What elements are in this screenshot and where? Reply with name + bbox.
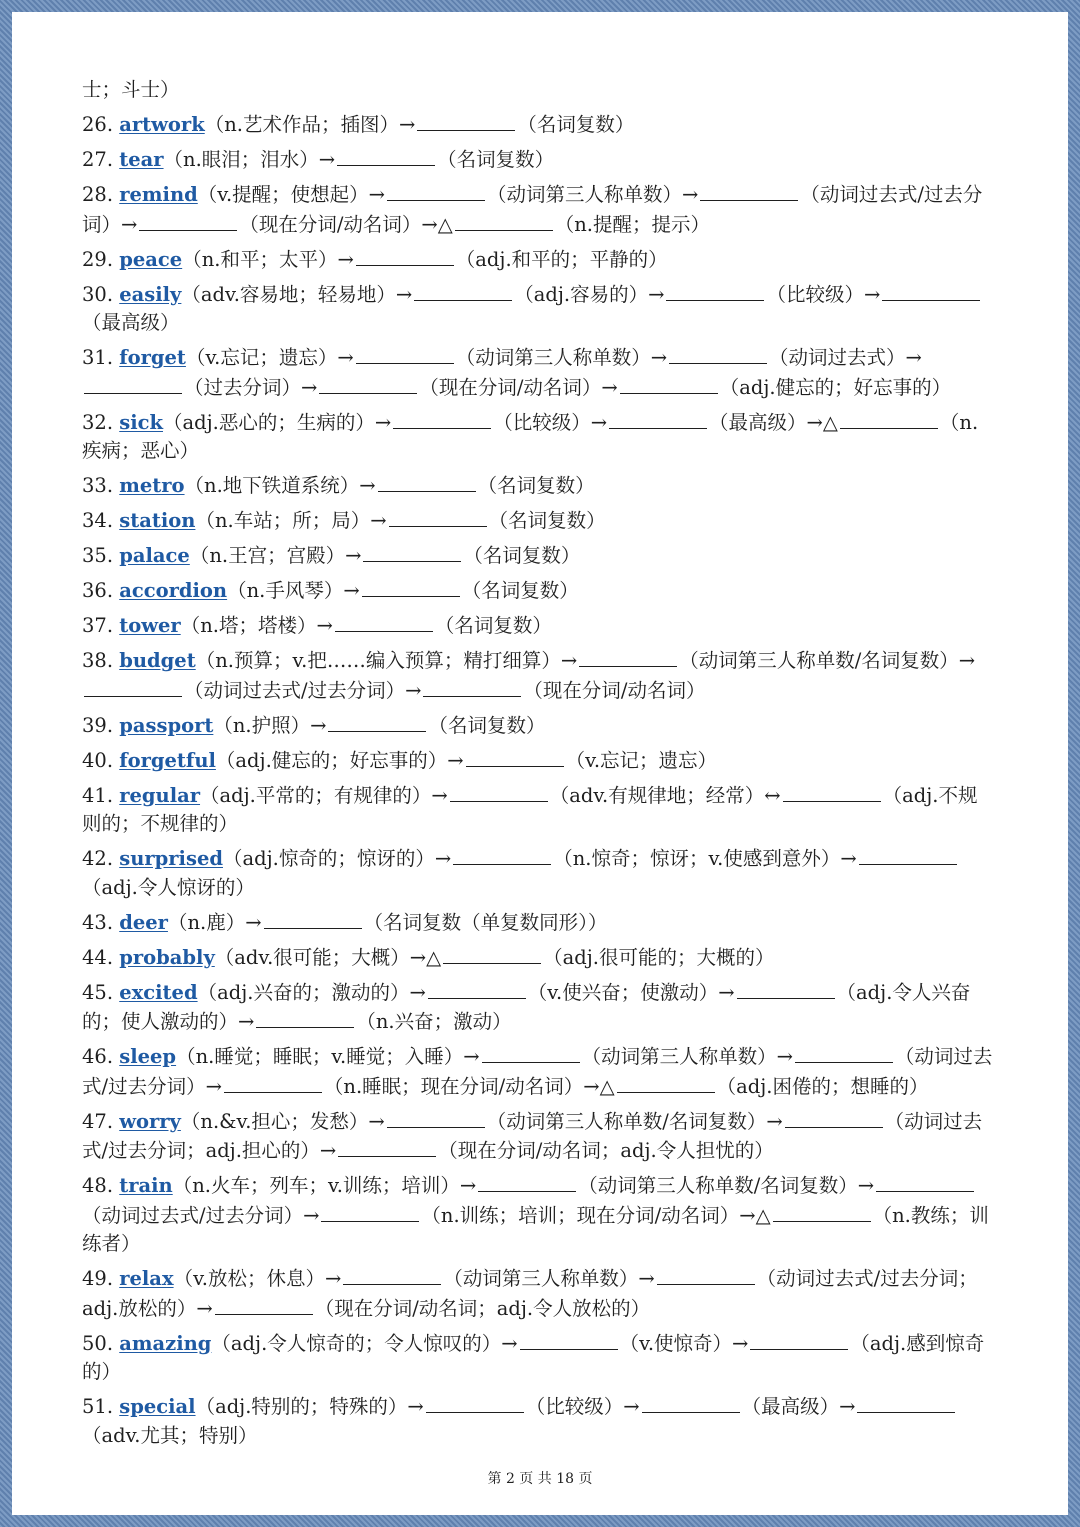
- answer-blank: [785, 1107, 883, 1128]
- entry-text: （动词过去式/过去分词）→: [184, 678, 422, 702]
- entry-text: （adj.感到惊奇的）: [82, 1331, 985, 1383]
- answer-blank: [393, 408, 491, 429]
- vocab-word: remind: [119, 183, 198, 206]
- vocab-entry: [82, 1392, 994, 1450]
- entry-text: （动词第三人称单数/名词复数）→: [486, 1109, 783, 1133]
- entry-text: （动词过去式）→: [769, 346, 922, 369]
- entry-text: 31.: [82, 346, 120, 369]
- entry-text: （名词复数）: [488, 509, 606, 532]
- entry-text: 33.: [82, 474, 120, 497]
- entry-text: （名词复数）: [477, 474, 595, 497]
- entry-text: （n.火车；列车；v.训练；培训）→: [172, 1174, 477, 1197]
- entry-text: （动词过去式/过去分词；adj.担心的）→: [82, 1109, 983, 1162]
- vocab-word: surprised: [119, 847, 223, 870]
- vocab-entry: [82, 576, 994, 606]
- vocab-word: tear: [119, 148, 164, 171]
- vocabulary-list: [82, 76, 994, 1456]
- entry-text: （adj.令人惊奇的；令人惊叹的）→: [211, 1331, 518, 1355]
- entry-text: （adj.很可能的；大概的）: [543, 945, 775, 969]
- entry-text: （adj.困倦的；想睡的）: [716, 1074, 929, 1098]
- vocab-word: passport: [119, 713, 214, 737]
- entry-text: （比较级）→: [766, 282, 881, 306]
- entry-text: （现在分词/动名词；adj.令人放松的）: [314, 1296, 651, 1320]
- entry-text: （n.惊奇；惊讶；v.使感到意外）→: [553, 847, 857, 870]
- entry-text: （v.放松；休息）→: [173, 1267, 342, 1290]
- entry-text: （adj.惊奇的；惊讶的）→: [222, 847, 452, 870]
- entry-text: （v.使兴奋；使激动）→: [527, 980, 735, 1004]
- answer-blank: [520, 1329, 618, 1350]
- answer-blank: [876, 1171, 974, 1192]
- entry-text: 42.: [82, 847, 120, 870]
- page-footer: 第 2 页 共 18 页: [487, 1471, 593, 1487]
- entry-text: （比较级）→: [493, 410, 608, 434]
- entry-text: （现在分词/动名词；adj.令人担忧的）: [438, 1139, 774, 1162]
- entry-text: （n.车站；所；局）→: [195, 509, 387, 532]
- entry-text: （n.训练；培训；现在分词/动名词）→△: [421, 1203, 771, 1227]
- answer-blank: [669, 343, 767, 364]
- answer-blank: [482, 1042, 580, 1063]
- entry-text: （n.提醒；提示）: [554, 212, 711, 236]
- answer-blank: [466, 746, 564, 767]
- vocab-entry: [82, 781, 994, 839]
- answer-blank: [414, 280, 512, 301]
- answer-blank: [617, 1072, 715, 1093]
- entry-text: （n.护照）→: [213, 713, 327, 737]
- answer-blank: [642, 1392, 740, 1413]
- answer-blank: [363, 541, 461, 562]
- entry-text: （n.&v.担心；发愁）→: [180, 1109, 385, 1133]
- vocab-entry: [82, 541, 994, 571]
- entry-text: （n.地下铁道系统）→: [184, 474, 376, 497]
- answer-blank: [338, 1136, 436, 1157]
- vocab-word: easily: [119, 282, 182, 306]
- vocab-word: special: [119, 1395, 196, 1418]
- entry-text: 38.: [82, 649, 120, 672]
- vocab-entry: [82, 646, 994, 705]
- entry-text: （n.疾病；恶心）: [82, 410, 979, 462]
- entry-text: 士；斗士）: [82, 78, 180, 101]
- answer-blank: [387, 180, 485, 201]
- vocab-entry: [82, 280, 994, 338]
- entry-text: （adj.令人惊讶的）: [82, 875, 255, 899]
- entry-text: （n.王宫；宫殿）→: [189, 544, 362, 567]
- entry-text: 46.: [82, 1045, 120, 1068]
- entry-text: （adj.健忘的；好忘事的）: [719, 375, 952, 399]
- entry-text: （adv.容易地；轻易地）→: [181, 282, 413, 306]
- entry-text: （adv.很可能；大概）→△: [214, 945, 442, 969]
- entry-text: 51.: [82, 1395, 120, 1418]
- entry-text: （名词复数）: [461, 579, 579, 602]
- entry-text: （动词过去式/过去分词）→: [82, 1045, 993, 1098]
- answer-blank: [84, 373, 182, 394]
- entry-text: （n.塔；塔楼）→: [180, 614, 333, 637]
- entry-text: （现在分词/动名词）: [523, 678, 706, 702]
- entry-text: （adj.健忘的；好忘事的）→: [215, 748, 464, 772]
- entry-text: 47.: [82, 1109, 120, 1133]
- answer-blank: [264, 908, 362, 929]
- entry-text: （v.忘记；遗忘）→: [185, 346, 354, 369]
- entry-text: （n.睡觉；睡眠；v.睡觉；入睡）→: [176, 1045, 480, 1068]
- entry-text: （动词第三人称单数）→: [455, 346, 668, 369]
- answer-blank: [859, 844, 957, 865]
- vocab-entry: [82, 343, 994, 402]
- vocab-entry: [82, 145, 994, 175]
- entry-text: 41.: [82, 783, 120, 807]
- entry-text: （n.教练；训练者）: [82, 1203, 989, 1255]
- vocab-entry: [82, 844, 994, 902]
- entry-text: （n.手风琴）→: [227, 579, 360, 602]
- vocab-word: amazing: [119, 1331, 212, 1355]
- answer-blank: [224, 1072, 322, 1093]
- entry-text: （n.兴奋；激动）: [356, 1010, 512, 1033]
- entry-text: （adv.有规律地；经常）↔: [549, 783, 781, 807]
- vocab-word: regular: [119, 783, 201, 807]
- entry-text: 32.: [82, 410, 120, 434]
- answer-blank: [783, 781, 881, 802]
- vocab-word: sleep: [119, 1045, 177, 1068]
- vocab-entry: [82, 978, 994, 1037]
- vocab-entry: [82, 711, 994, 741]
- entry-text: （n.睡眠；现在分词/动名词）→△: [323, 1074, 615, 1098]
- vocab-word: palace: [119, 544, 190, 567]
- entry-text: 36.: [82, 579, 120, 602]
- entry-text: （adj.令人兴奋的；使人激动的）→: [82, 980, 971, 1033]
- answer-blank: [737, 978, 835, 999]
- entry-text: （adv.尤其；特别）: [82, 1423, 258, 1447]
- vocab-word: tower: [119, 614, 181, 637]
- vocab-entry: [82, 76, 994, 105]
- vocab-word: excited: [119, 980, 198, 1004]
- entry-text: （最高级）→: [741, 1395, 856, 1418]
- vocab-entry: [82, 1264, 994, 1323]
- entry-text: （adj.容易的）→: [514, 282, 665, 306]
- entry-text: （比较级）→: [525, 1395, 640, 1418]
- answer-blank: [666, 280, 764, 301]
- answer-blank: [657, 1264, 755, 1285]
- answer-blank: [215, 1294, 313, 1315]
- entry-text: （最高级）: [82, 311, 180, 334]
- entry-text: （名词复数）: [434, 614, 552, 637]
- answer-blank: [450, 781, 548, 802]
- entry-text: （v.使惊奇）→: [619, 1331, 749, 1355]
- answer-blank: [426, 1392, 524, 1413]
- entry-text: 28.: [82, 183, 120, 206]
- answer-blank: [387, 1107, 485, 1128]
- entry-text: （名词复数）: [428, 713, 546, 737]
- entry-text: （名词复数）: [463, 544, 581, 567]
- vocab-word: sick: [119, 410, 163, 434]
- entry-text: 40.: [82, 748, 120, 772]
- entry-text: （过去分词）→: [184, 375, 318, 399]
- entry-text: （最高级）→△: [709, 410, 838, 434]
- entry-text: （n.艺术作品；插图）→: [204, 113, 416, 136]
- entry-text: 27.: [82, 148, 120, 171]
- vocab-entry: [82, 611, 994, 641]
- vocab-word: relax: [119, 1267, 174, 1290]
- vocab-entry: [82, 943, 994, 973]
- entry-text: （动词第三人称单数/名词复数）→: [578, 1174, 875, 1197]
- entry-text: 43.: [82, 910, 120, 934]
- vocab-word: artwork: [119, 113, 205, 136]
- entry-text: （名词复数）: [517, 113, 635, 136]
- vocab-entry: [82, 180, 994, 239]
- entry-text: 44.: [82, 945, 120, 969]
- answer-blank: [356, 343, 454, 364]
- entry-text: （v.忘记；遗忘）: [565, 748, 718, 772]
- vocab-word: deer: [119, 910, 168, 934]
- entry-text: 30.: [82, 282, 120, 306]
- vocab-word: worry: [119, 1109, 181, 1133]
- entry-text: （n.鹿）→: [167, 910, 262, 934]
- answer-blank: [455, 210, 553, 231]
- entry-text: （adj.平常的；有规律的）→: [200, 783, 448, 807]
- answer-blank: [256, 1007, 354, 1028]
- answer-blank: [378, 471, 476, 492]
- vocab-entry: [82, 506, 994, 536]
- vocab-entry: [82, 1042, 994, 1101]
- vocab-word: metro: [119, 474, 185, 497]
- answer-blank: [84, 676, 182, 697]
- answer-blank: [609, 408, 707, 429]
- vocab-word: train: [119, 1174, 173, 1197]
- answer-blank: [362, 576, 460, 597]
- vocab-word: station: [119, 509, 196, 532]
- answer-blank: [882, 280, 980, 301]
- answer-blank: [343, 1264, 441, 1285]
- entry-text: （adj.恶心的；生病的）→: [163, 410, 392, 434]
- answer-blank: [478, 1171, 576, 1192]
- answer-blank: [750, 1329, 848, 1350]
- entry-text: （adj.兴奋的；激动的）→: [197, 980, 426, 1004]
- answer-blank: [139, 210, 237, 231]
- entry-text: 50.: [82, 1331, 120, 1355]
- answer-blank: [620, 373, 718, 394]
- entry-text: （动词过去式/过去分词）→: [82, 1203, 320, 1227]
- vocab-entry: [82, 908, 994, 938]
- entry-text: （v.提醒；使想起）→: [197, 183, 386, 206]
- vocab-word: budget: [119, 649, 196, 672]
- answer-blank: [795, 1042, 893, 1063]
- vocab-entry: [82, 245, 994, 275]
- entry-text: （现在分词/动名词）→: [419, 375, 618, 399]
- entry-text: （adj.和平的；平静的）: [455, 247, 668, 271]
- entry-text: （adj.特别的；特殊的）→: [195, 1395, 424, 1418]
- vocab-entry: [82, 1171, 994, 1259]
- answer-blank: [328, 711, 426, 732]
- answer-blank: [840, 408, 938, 429]
- entry-text: （动词第三人称单数）→: [581, 1045, 793, 1068]
- answer-blank: [417, 110, 515, 131]
- entry-text: （动词第三人称单数）→: [487, 183, 699, 206]
- entry-text: （名词复数（单复数同形））: [363, 910, 608, 934]
- answer-blank: [453, 844, 551, 865]
- entry-text: 39.: [82, 713, 120, 737]
- entry-text: 48.: [82, 1174, 120, 1197]
- entry-text: 49.: [82, 1267, 120, 1290]
- entry-text: （n.眼泪；泪水）→: [163, 148, 336, 171]
- entry-text: 35.: [82, 544, 120, 567]
- entry-text: （现在分词/动名词）→△: [239, 212, 453, 236]
- vocab-word: forget: [119, 346, 186, 369]
- answer-blank: [423, 676, 521, 697]
- vocab-entry: [82, 1107, 994, 1166]
- answer-blank: [321, 1201, 419, 1222]
- entry-text: 37.: [82, 614, 120, 637]
- entry-text: 29.: [82, 247, 120, 271]
- answer-blank: [389, 506, 487, 527]
- entry-text: 45.: [82, 980, 120, 1004]
- entry-text: （动词第三人称单数/名词复数）→: [679, 649, 976, 672]
- vocab-entry: [82, 408, 994, 466]
- vocab-word: probably: [119, 945, 215, 969]
- answer-blank: [428, 978, 526, 999]
- answer-blank: [335, 611, 433, 632]
- vocab-entry: [82, 1329, 994, 1387]
- vocab-word: forgetful: [119, 748, 216, 772]
- answer-blank: [337, 145, 435, 166]
- entry-text: （名词复数）: [437, 148, 555, 171]
- vocab-entry: [82, 110, 994, 140]
- entry-text: （动词过去式/过去分词；adj.放松的）→: [82, 1267, 978, 1320]
- answer-blank: [319, 373, 417, 394]
- answer-blank: [773, 1201, 871, 1222]
- vocab-word: peace: [119, 247, 183, 271]
- vocab-word: accordion: [119, 579, 228, 602]
- vocab-entry: [82, 746, 994, 776]
- vocab-entry: [82, 471, 994, 501]
- answer-blank: [579, 646, 677, 667]
- entry-text: （n.预算；v.把……编入预算；精打细算）→: [195, 649, 578, 672]
- entry-text: （动词过去式/过去分词）→: [82, 183, 983, 236]
- entry-text: （动词第三人称单数）→: [443, 1267, 655, 1290]
- entry-text: （adj.不规则的；不规律的）: [82, 783, 978, 835]
- answer-blank: [857, 1392, 955, 1413]
- answer-blank: [700, 180, 798, 201]
- entry-text: 26.: [82, 113, 120, 136]
- document-page: [12, 12, 1068, 1515]
- answer-blank: [356, 245, 454, 266]
- entry-text: （n.和平；太平）→: [182, 247, 354, 271]
- answer-blank: [443, 943, 541, 964]
- entry-text: 34.: [82, 509, 120, 532]
